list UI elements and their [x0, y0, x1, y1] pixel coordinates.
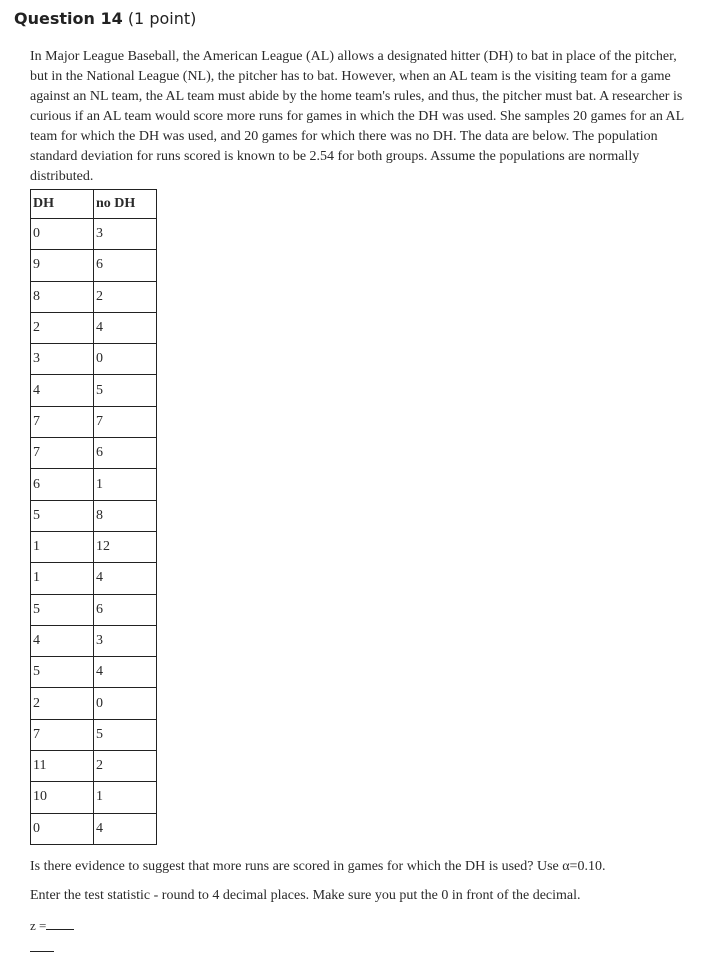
cell-dh: 11	[31, 751, 94, 782]
column-header-dh: DH	[31, 190, 94, 219]
table-row	[31, 782, 157, 813]
cell-no-dh: 12	[94, 531, 157, 562]
cell-no-dh: 6	[94, 438, 157, 469]
divider	[30, 951, 54, 952]
table-row	[31, 531, 157, 562]
cell-dh: 7	[31, 406, 94, 437]
table-row	[31, 688, 157, 719]
cell-dh: 7	[31, 438, 94, 469]
cell-dh: 5	[31, 500, 94, 531]
column-header-no-dh: no DH	[94, 190, 157, 219]
table-row	[31, 281, 157, 312]
cell-dh: 10	[31, 782, 94, 813]
cell-dh: 6	[31, 469, 94, 500]
table-row	[31, 751, 157, 782]
table-row	[31, 594, 157, 625]
table-body	[31, 219, 157, 845]
cell-no-dh: 7	[94, 406, 157, 437]
table-row	[31, 625, 157, 656]
question-header	[14, 9, 196, 28]
table-row	[31, 469, 157, 500]
cell-dh: 5	[31, 594, 94, 625]
cell-dh: 1	[31, 563, 94, 594]
question-content	[30, 47, 698, 952]
table-row	[31, 406, 157, 437]
question-number: Question 14	[14, 9, 123, 28]
instruction-text: Enter the test statistic - round to 4 decimal places. Make sure you put the 0 in front of the decimal.	[30, 887, 581, 903]
answer-row	[30, 916, 698, 936]
table-row	[31, 719, 157, 750]
cell-no-dh: 1	[94, 469, 157, 500]
table-row	[31, 813, 157, 844]
cell-no-dh: 2	[94, 281, 157, 312]
cell-no-dh: 4	[94, 657, 157, 688]
cell-dh: 0	[31, 219, 94, 250]
cell-no-dh: 8	[94, 500, 157, 531]
cell-no-dh: 6	[94, 594, 157, 625]
cell-no-dh: 5	[94, 719, 157, 750]
question-points: (1 point)	[127, 9, 197, 28]
cell-dh: 1	[31, 531, 94, 562]
cell-no-dh: 4	[94, 312, 157, 343]
table-header-row	[31, 190, 157, 219]
table-row	[31, 438, 157, 469]
cell-no-dh: 4	[94, 563, 157, 594]
answer-blank[interactable]	[46, 917, 74, 930]
cell-no-dh: 6	[94, 250, 157, 281]
answer-label: z =	[30, 917, 47, 933]
cell-dh: 2	[31, 312, 94, 343]
table-row	[31, 500, 157, 531]
cell-no-dh: 3	[94, 625, 157, 656]
cell-dh: 4	[31, 625, 94, 656]
cell-dh: 7	[31, 719, 94, 750]
data-table	[30, 189, 157, 845]
table-row	[31, 219, 157, 250]
cell-dh: 8	[31, 281, 94, 312]
cell-dh: 5	[31, 657, 94, 688]
table-row	[31, 657, 157, 688]
cell-no-dh: 0	[94, 344, 157, 375]
cell-no-dh: 3	[94, 219, 157, 250]
question-prompt-area	[30, 857, 698, 952]
cell-no-dh: 4	[94, 813, 157, 844]
table-row	[31, 312, 157, 343]
problem-text: In Major League Baseball, the American League (AL) allows a designated hitter (DH) to bat in place of the pitcher, but in the National League (NL), the pitcher has to bat. However, when an AL team is the visiting team for a game against an NL team, the AL team must abide by the home team's rules, and thus, the pitcher must bat. A researcher is curious if an AL team would score more runs for games in which the DH was used. She samples 20 games for an AL team for which the DH was used, and 20 games for which there was no DH. The data are below. The population standard deviation for runs scored is known to be 2.54 for both groups. Assume the populations are normally distributed.	[30, 49, 684, 184]
cell-dh: 4	[31, 375, 94, 406]
cell-no-dh: 1	[94, 782, 157, 813]
table-row	[31, 563, 157, 594]
cell-dh: 3	[31, 344, 94, 375]
cell-no-dh: 2	[94, 751, 157, 782]
cell-dh: 9	[31, 250, 94, 281]
table-row	[31, 375, 157, 406]
cell-no-dh: 5	[94, 375, 157, 406]
cell-dh: 0	[31, 813, 94, 844]
cell-no-dh: 0	[94, 688, 157, 719]
question-prompt: Is there evidence to suggest that more runs are scored in games for which the DH is used? Use α=0.10.	[30, 858, 606, 874]
cell-dh: 2	[31, 688, 94, 719]
table-row	[31, 250, 157, 281]
table-row	[31, 344, 157, 375]
